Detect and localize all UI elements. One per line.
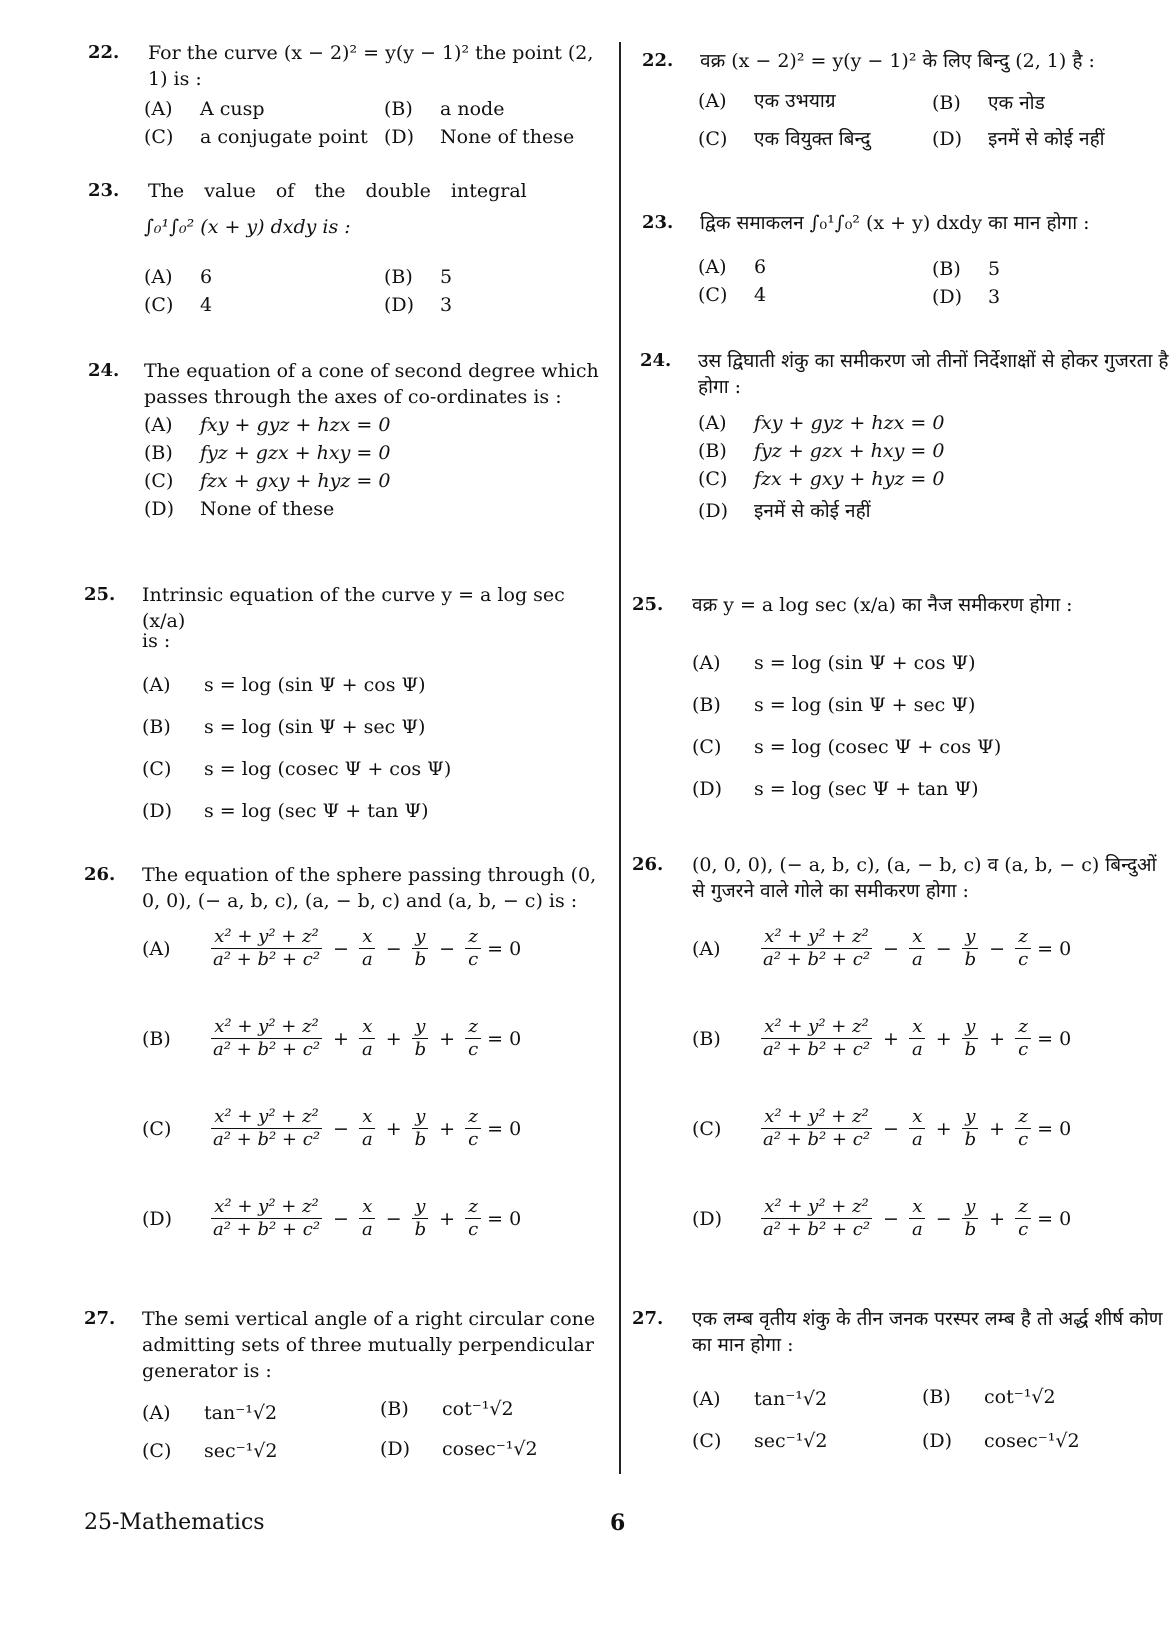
y-over-b-fraction-numerator: y [412,926,428,949]
option-a[interactable]: (A) एक उभयाग्र [698,90,836,112]
y-over-b-fraction-numerator: y [962,1016,978,1039]
sum-squares-fraction-numerator: x² + y² + z² [761,1196,872,1219]
option-b[interactable]: (B) fyz + gzx + hxy = 0 [144,442,391,464]
y-over-b-fraction-denominator: b [964,949,977,970]
x-over-a-fraction-numerator: x [909,1016,925,1039]
y-over-b-fraction-denominator: b [414,1129,427,1150]
question-text: वक्र y = a log sec (x/a) का नैज समीकरण होगा : [692,594,1073,616]
operator: + [439,1027,456,1050]
option-label: (A) [142,937,171,960]
equals-zero: = 0 [1037,1027,1072,1050]
option-d[interactable]: (D) 3 [384,294,453,316]
y-over-b-fraction-denominator: b [414,1219,427,1240]
question-text: For the curve (x − 2)² = y(y − 1)² the point (2, 1) is : [148,42,594,90]
sum-squares-fraction [760,1016,873,1061]
option-b[interactable]: (B) s = log (sin Ψ + sec Ψ) [692,694,976,716]
x-over-a-fraction-numerator: x [359,1106,375,1129]
y-over-b-fraction-numerator: y [412,1106,428,1129]
z-over-c-fraction-numerator: z [465,1016,480,1039]
sum-squares-fraction [210,1196,323,1241]
question-number: 25. [632,594,664,615]
question-number: 24. [88,360,120,381]
option-label: (C) [142,1117,172,1140]
question-text: The equation of the sphere passing through (0, 0, 0), (− a, b, c), (a, − b, c) and (a, b, − c) is : [142,864,597,912]
option-a[interactable]: (A) 6 [698,256,767,278]
option-d[interactable]: (D) इनमें से कोई नहीं [698,500,871,522]
option-c[interactable]: (C) s = log (cosec Ψ + cos Ψ) [692,736,1002,758]
equals-zero: = 0 [487,1117,522,1140]
x-over-a-fraction-numerator: x [909,1196,925,1219]
option-a[interactable]: (A) A cusp [144,98,265,120]
question-text: एक लम्ब वृतीय शंकु के तीन जनक परस्पर लम्ब है तो अर्द्ध शीर्ष कोण का मान होगा : [692,1308,1163,1356]
sum-squares-fraction-denominator: a² + b² + c² [213,1039,321,1060]
option-c[interactable]: (C) a conjugate point [144,126,368,148]
z-over-c-fraction-denominator: c [468,1039,479,1060]
option-b[interactable]: (B) cot⁻¹√2 [380,1398,514,1420]
operator: + [989,1027,1006,1050]
sum-squares-fraction [760,1196,873,1241]
option-b[interactable]: (B) cot⁻¹√2 [922,1386,1056,1408]
question-text: Intrinsic equation of the curve y = a log sec (x/a) [142,584,565,632]
x-over-a-fraction [359,926,376,971]
operator: + [989,1117,1006,1140]
sum-squares-fraction-denominator: a² + b² + c² [763,1129,871,1150]
y-over-b-fraction-numerator: y [962,1106,978,1129]
question-formula: ∫₀¹∫₀² (x + y) dxdy is : [144,216,351,238]
operator: − [883,1207,899,1230]
option-d[interactable]: (D) 3 [932,286,1001,308]
y-over-b-fraction [412,1106,430,1151]
z-over-c-fraction-denominator: c [1018,1129,1029,1150]
x-over-a-fraction [909,1016,926,1061]
y-over-b-fraction [962,1106,980,1151]
option-b[interactable] [142,1016,521,1061]
y-over-b-fraction [962,1016,980,1061]
z-over-c-fraction [465,1196,481,1241]
option-label: (B) [692,1027,721,1050]
x-over-a-fraction [909,926,926,971]
option-d[interactable]: (D) cosec⁻¹√2 [380,1438,538,1460]
sum-squares-fraction-numerator: x² + y² + z² [761,1106,872,1129]
option-b[interactable]: (B) एक नोड [932,92,1045,114]
equals-zero: = 0 [1037,1207,1072,1230]
x-over-a-fraction-denominator: a [911,1129,923,1150]
z-over-c-fraction [1015,1106,1031,1151]
option-b[interactable]: (B) 5 [384,266,453,288]
operator: − [385,937,402,960]
option-a[interactable]: (A) tan⁻¹√2 [142,1402,278,1424]
z-over-c-fraction-denominator: c [1018,1219,1029,1240]
z-over-c-fraction [465,1106,481,1151]
z-over-c-fraction-denominator: c [468,949,479,970]
x-over-a-fraction-denominator: a [361,1129,373,1150]
equals-zero: = 0 [1037,937,1072,960]
question-number: 25. [84,584,116,605]
question-text-continued: is : [142,630,171,652]
sum-squares-fraction-denominator: a² + b² + c² [213,949,321,970]
x-over-a-fraction-numerator: x [359,1016,375,1039]
option-label: (C) [692,1117,722,1140]
sum-squares-fraction-numerator: x² + y² + z² [211,1196,322,1219]
y-over-b-fraction-numerator: y [962,1196,978,1219]
z-over-c-fraction [1015,926,1031,971]
option-a[interactable]: (A) fxy + gyz + hzx = 0 [144,414,391,436]
y-over-b-fraction [962,926,980,971]
option-c[interactable]: (C) fzx + gxy + hyz = 0 [698,468,945,490]
z-over-c-fraction-numerator: z [465,926,480,949]
question-text: The value of the double integral [148,180,527,202]
question-number: 23. [88,180,120,201]
sum-squares-fraction-denominator: a² + b² + c² [763,1219,871,1240]
option-label: (D) [692,1207,723,1230]
option-d[interactable] [692,1196,1071,1241]
operator: + [333,1027,349,1050]
option-a[interactable] [142,926,521,971]
sum-squares-fraction-denominator: a² + b² + c² [763,949,871,970]
equals-zero: = 0 [487,937,522,960]
operator: − [439,937,456,960]
operator: − [333,1207,349,1230]
option-c[interactable]: (C) एक वियुक्त बिन्दु [698,128,871,150]
x-over-a-fraction-denominator: a [361,1039,373,1060]
y-over-b-fraction-denominator: b [414,949,427,970]
option-c[interactable]: (C) 4 [698,284,767,306]
operator: − [935,1207,952,1230]
option-c[interactable]: (C) 4 [144,294,213,316]
sum-squares-fraction [760,1106,873,1151]
column-divider [619,42,621,1474]
option-d[interactable]: (D) इनमें से कोई नहीं [932,128,1105,150]
x-over-a-fraction-numerator: x [359,1196,375,1219]
option-c[interactable] [692,1106,1071,1151]
z-over-c-fraction [1015,1196,1031,1241]
question-text: उस द्विघाती शंकु का समीकरण जो तीनों निर्देशाक्षों से होकर गुजरता है होगा : [698,350,1169,398]
operator: − [883,1117,899,1140]
y-over-b-fraction [412,1016,430,1061]
operator: − [989,937,1006,960]
sum-squares-fraction-numerator: x² + y² + z² [211,1016,322,1039]
operator: − [883,937,899,960]
option-a[interactable]: (A) tan⁻¹√2 [692,1388,828,1410]
option-b[interactable]: (B) fyz + gzx + hxy = 0 [698,440,945,462]
question-text: The equation of a cone of second degree which passes through the axes of co-ordinates is : [144,360,599,408]
y-over-b-fraction [962,1196,980,1241]
sum-squares-fraction-numerator: x² + y² + z² [761,926,872,949]
option-d[interactable]: (D) cosec⁻¹√2 [922,1430,1080,1452]
option-b[interactable] [692,1016,1071,1061]
y-over-b-fraction-numerator: y [962,926,978,949]
question-number: 22. [642,50,674,71]
operator: − [333,937,349,960]
option-c[interactable]: (C) fzx + gxy + hyz = 0 [144,470,391,492]
operator: + [935,1027,952,1050]
sum-squares-fraction-numerator: x² + y² + z² [211,1106,322,1129]
z-over-c-fraction-denominator: c [1018,1039,1029,1060]
sum-squares-fraction-numerator: x² + y² + z² [761,1016,872,1039]
x-over-a-fraction [359,1016,376,1061]
equals-zero: = 0 [487,1027,522,1050]
option-a[interactable]: (A) fxy + gyz + hzx = 0 [698,412,945,434]
operator: − [385,1207,402,1230]
option-d[interactable]: (D) s = log (sec Ψ + tan Ψ) [142,800,429,822]
y-over-b-fraction-denominator: b [964,1039,977,1060]
sum-squares-fraction-denominator: a² + b² + c² [213,1219,321,1240]
question-text: The semi vertical angle of a right circular cone admitting sets of three mutually perpendicular generator is : [142,1308,596,1382]
x-over-a-fraction [909,1106,926,1151]
question-number: 27. [632,1308,664,1329]
z-over-c-fraction-numerator: z [1015,1196,1030,1219]
option-d[interactable] [142,1196,521,1241]
z-over-c-fraction-numerator: z [1015,926,1030,949]
option-c[interactable]: (C) sec⁻¹√2 [142,1440,278,1462]
z-over-c-fraction [465,1016,481,1061]
x-over-a-fraction-denominator: a [911,1039,923,1060]
question-number: 24. [640,350,672,371]
x-over-a-fraction-denominator: a [361,949,373,970]
option-a[interactable]: (A) 6 [144,266,213,288]
y-over-b-fraction [412,926,430,971]
operator: + [989,1207,1006,1230]
question-number: 26. [84,864,116,885]
operator: + [439,1117,456,1140]
sum-squares-fraction-denominator: a² + b² + c² [213,1129,321,1150]
operator: − [333,1117,349,1140]
y-over-b-fraction-numerator: y [412,1196,428,1219]
sum-squares-fraction-numerator: x² + y² + z² [211,926,322,949]
operator: + [385,1027,402,1050]
operator: + [935,1117,952,1140]
question-text: द्विक समाकलन ∫₀¹∫₀² (x + y) dxdy का मान होगा : [700,212,1090,234]
sum-squares-fraction [210,1016,323,1061]
question-number: 22. [88,42,120,63]
question-number: 27. [84,1308,116,1329]
z-over-c-fraction-numerator: z [1015,1106,1030,1129]
page-number: 6 [610,1510,626,1536]
x-over-a-fraction-denominator: a [361,1219,373,1240]
option-b[interactable]: (B) 5 [932,258,1001,280]
option-c[interactable]: (C) sec⁻¹√2 [692,1430,828,1452]
y-over-b-fraction-numerator: y [412,1016,428,1039]
option-b[interactable]: (B) s = log (sin Ψ + sec Ψ) [142,716,426,738]
option-label: (B) [142,1027,171,1050]
sum-squares-fraction [210,1106,323,1151]
option-c[interactable]: (C) s = log (cosec Ψ + cos Ψ) [142,758,452,780]
equals-zero: = 0 [1037,1117,1072,1140]
z-over-c-fraction-numerator: z [1015,1016,1030,1039]
option-a[interactable] [692,926,1071,971]
sum-squares-fraction-denominator: a² + b² + c² [763,1039,871,1060]
operator: + [883,1027,899,1050]
option-b[interactable]: (B) a node [384,98,505,120]
z-over-c-fraction-denominator: c [468,1129,479,1150]
option-d[interactable]: (D) s = log (sec Ψ + tan Ψ) [692,778,979,800]
option-label: (D) [142,1207,173,1230]
y-over-b-fraction-denominator: b [964,1219,977,1240]
question-number: 26. [632,854,664,875]
z-over-c-fraction-numerator: z [465,1196,480,1219]
question-number: 23. [642,212,674,233]
z-over-c-fraction-denominator: c [468,1219,479,1240]
option-label: (A) [692,937,721,960]
x-over-a-fraction [359,1106,376,1151]
z-over-c-fraction-numerator: z [465,1106,480,1129]
sum-squares-fraction [210,926,323,971]
x-over-a-fraction [359,1196,376,1241]
sum-squares-fraction [760,926,873,971]
x-over-a-fraction [909,1196,926,1241]
x-over-a-fraction-numerator: x [909,926,925,949]
x-over-a-fraction-numerator: x [909,1106,925,1129]
operator: − [935,937,952,960]
operator: + [439,1207,456,1230]
option-a[interactable]: (A) s = log (sin Ψ + cos Ψ) [692,652,976,674]
option-d[interactable]: (D) None of these [144,498,335,520]
option-c[interactable] [142,1106,521,1151]
option-a[interactable]: (A) s = log (sin Ψ + cos Ψ) [142,674,426,696]
footer-subject: 25-Mathematics [84,1510,265,1535]
question-text: वक्र (x − 2)² = y(y − 1)² के लिए बिन्दु (2, 1) है : [700,50,1095,72]
operator: + [385,1117,402,1140]
option-d[interactable]: (D) None of these [384,126,575,148]
x-over-a-fraction-denominator: a [911,1219,923,1240]
y-over-b-fraction-denominator: b [964,1129,977,1150]
z-over-c-fraction [1015,1016,1031,1061]
z-over-c-fraction-denominator: c [1018,949,1029,970]
equals-zero: = 0 [487,1207,522,1230]
z-over-c-fraction [465,926,481,971]
y-over-b-fraction [412,1196,430,1241]
x-over-a-fraction-denominator: a [911,949,923,970]
y-over-b-fraction-denominator: b [414,1039,427,1060]
x-over-a-fraction-numerator: x [359,926,375,949]
question-text: (0, 0, 0), (− a, b, c), (a, − b, c) व (a, b, − c) बिन्दुओं से गुजरने वाले गोले का समीकरण होगा : [692,854,1157,902]
